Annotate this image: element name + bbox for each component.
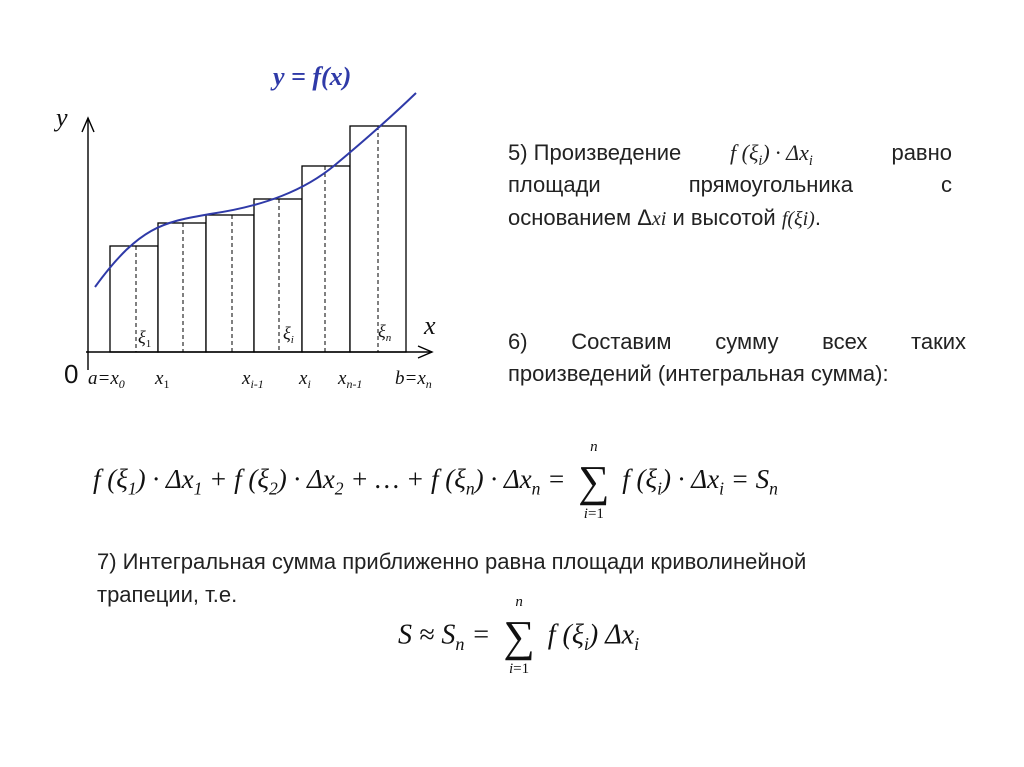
final-sigma: n ∑ i=1	[503, 594, 535, 677]
tick-x1: $x_1$	[155, 368, 170, 391]
xi-marker-i: $\xi_i$	[283, 323, 294, 346]
point5-line1	[508, 138, 952, 168]
rectangles	[110, 126, 406, 352]
x-axis-label: x	[424, 311, 436, 340]
tick-xi-1: $x_{i-1}$	[242, 368, 264, 391]
point6-line1: 6) Составим сумму всех таких	[508, 329, 966, 354]
tick-b-xn: $b=x_n$	[395, 368, 432, 391]
point5-formula: f $(\xi_i) \cdot \Delta x_i$	[730, 140, 813, 169]
rectangle-2	[158, 223, 206, 352]
sum-sigma: n ∑ i=1	[578, 439, 610, 522]
point7-line2: трапеции, т.е.	[97, 582, 238, 607]
xi-marker-1: $\xi_1$	[138, 327, 152, 350]
x-tick-labels	[88, 368, 432, 391]
rectangle-5	[302, 166, 350, 352]
point5-num: 5) Произведение	[508, 140, 682, 165]
tick-xn-1: $x_{n-1}$	[338, 368, 363, 391]
point5-line2: площади прямоугольника с	[508, 172, 952, 197]
curve-title: y = f(x)	[273, 62, 352, 91]
point5-line3: основанием Δxi и высотой f(ξi).	[508, 205, 821, 230]
y-axis-label: y	[56, 103, 68, 132]
rectangle-1	[110, 246, 158, 352]
point5-rest: равно	[891, 140, 952, 165]
rectangle-4	[254, 199, 302, 352]
point6-line2: произведений (интегральная сумма):	[508, 361, 889, 386]
point7-line1: 7) Интегральная сумма приближенно равна площади криволинейной	[97, 549, 807, 574]
tick-a-x0: $a=x_0$	[88, 368, 125, 391]
final-approximation-formula: $S \approx S_n$ = n ∑ i=1 f $(\xi_i)$ $\Delta x_i$	[398, 594, 640, 677]
rectangle-3	[206, 215, 254, 352]
xi-marker-n: $\xi_n$	[378, 321, 392, 344]
tick-xi: $x_i$	[299, 368, 311, 391]
origin-label: 0	[64, 359, 79, 389]
integral-sum-formula: f $(\xi_1) \cdot \Delta x_1 + f$ $(\xi_2) \cdot \Delta x_2$ + … + f $(\xi_n) \cdot \Delta x_n$ = n ∑ i=1 f $(\xi_i) \cdot \Delta x_i = S_n$	[93, 439, 778, 522]
